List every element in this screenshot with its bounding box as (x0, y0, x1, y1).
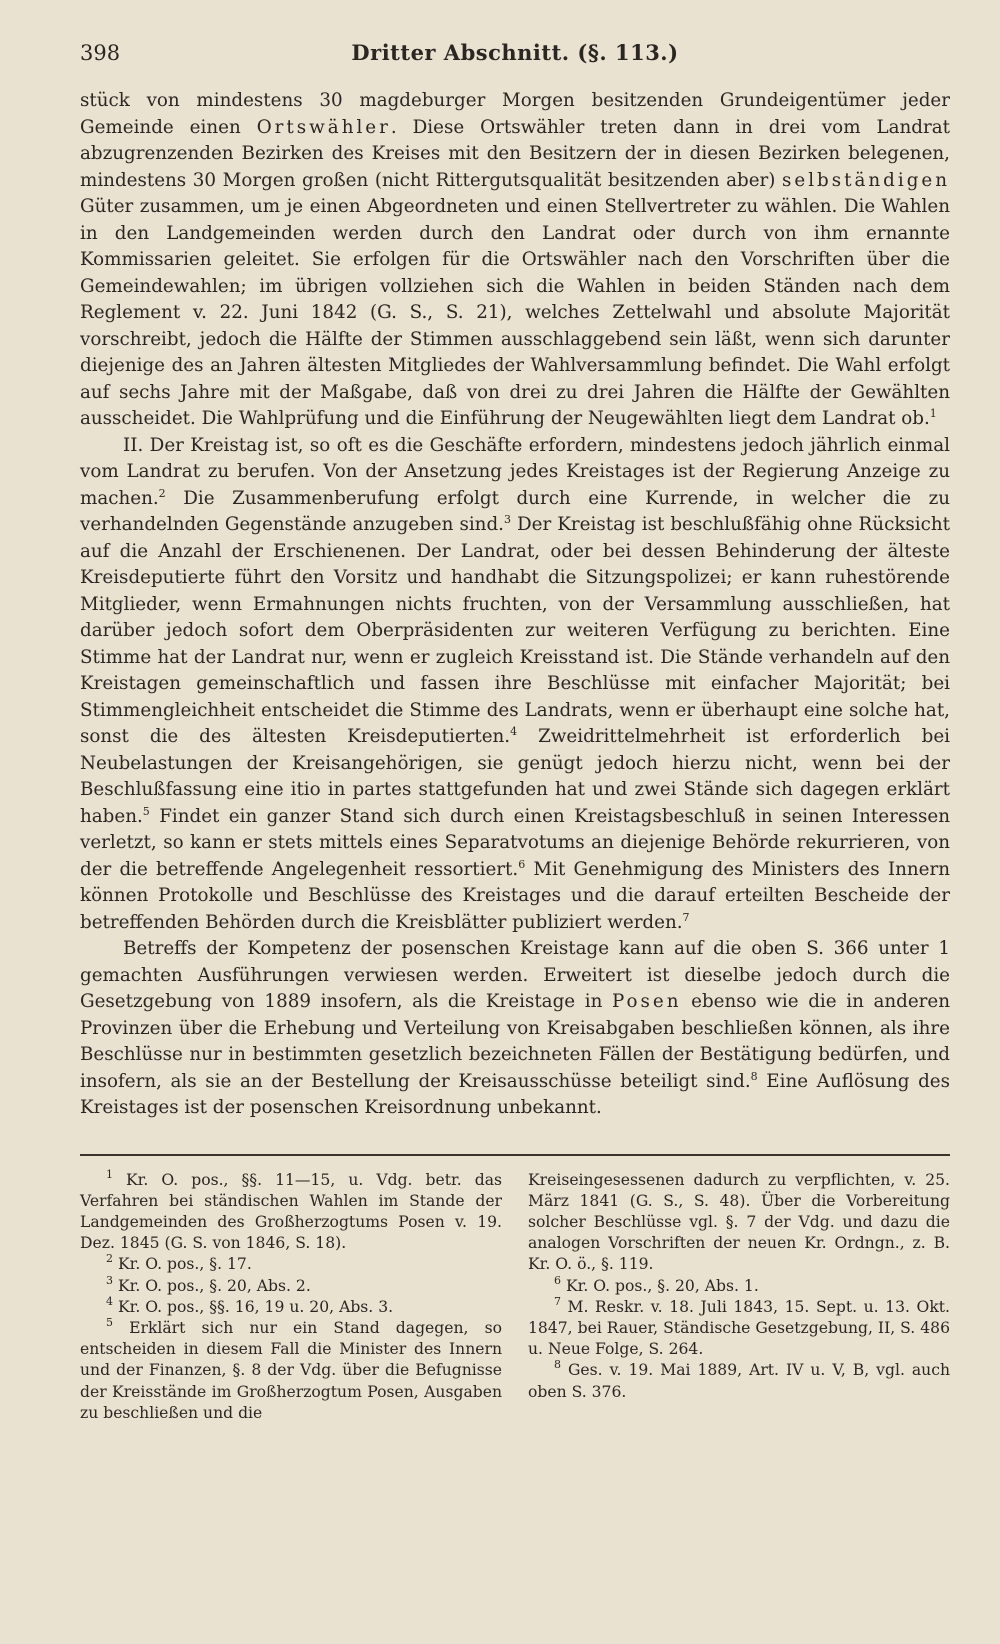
footnote-reference: 3 (503, 513, 511, 526)
footnote (80, 1315, 502, 1424)
footnote-reference: 4 (106, 1294, 113, 1308)
page-header (80, 40, 950, 80)
paragraph (80, 88, 950, 433)
footnote (80, 1273, 502, 1297)
footnote-reference: 7 (554, 1294, 561, 1308)
spaced-emphasis: Posen (611, 991, 682, 1012)
footnote-divider (80, 1154, 950, 1156)
paragraph (80, 433, 950, 937)
text-run: Mit Genehmigung des Ministers des Innern können Protokolle und Beschlüsse des Kreistages und die darauf erteilten Bescheide der betreffenden Behörden durch die Kreisblätter publiziert werden. (80, 858, 950, 933)
text-run: Kr. O. pos., §. 17. (113, 1255, 252, 1274)
footnote (528, 1273, 950, 1297)
footnotes-right-column (528, 1170, 950, 1424)
footnote (528, 1170, 950, 1276)
footnotes-left-column (80, 1167, 502, 1424)
text-run: Erklärt sich nur ein Stand dagegen, so entscheiden in diesem Fall die Minister des Innern und der Finanzen, §. 8 der Vdg. über die Befugnisse der Kreisstände im Großherzogtum Posen, Ausgaben zu beschließen und die (80, 1318, 502, 1422)
footnote (528, 1360, 950, 1402)
text-run: . Diese Ortswähler treten dann in drei vom Landrat abzugrenzenden Bezirken des Kreises mit den Besitzern der in diesen Bezirken belegenen, mindestens 30 Morgen großen (nicht Rittergutsqualität besitzenden aber) (80, 116, 950, 191)
footnote (80, 1254, 502, 1275)
footnote-reference: 6 (554, 1273, 561, 1287)
text-run: Kr. O. pos., §. 20, Abs. 2. (113, 1276, 311, 1295)
text-run: stück von mindestens 30 magdeburger Morgen besitzenden Grundeigentümer jeder Gemeinde einen (80, 90, 950, 138)
text-run: Eine Auflösung des Kreistages ist der posenschen Kreisordnung unbekannt. (80, 1070, 950, 1118)
paragraph (80, 936, 950, 1122)
main-text (80, 88, 950, 1122)
text-run: Zweidrittelmehrheit ist erforderlich bei Neubelastungen der Kreisangehörigen, sie genügt jedoch hierzu nicht, wenn bei der Beschlußfassung eine itio in partes stattgefunden hat und zwei Stände sich dagegen erklärt haben. (80, 726, 950, 827)
text-run: ebenso wie die in anderen Provinzen über die Erhebung und Verteilung von Kreisabgaben beschließen können, als ihre Beschlüsse nur in bestimmten gesetzlich bezeichneten Fällen der Bestätigung bedürfen, und insofern, als sie an der Bestellung der Kreisausschüsse beteiligt sind. (80, 991, 950, 1092)
footnote-reference: 7 (682, 910, 690, 924)
footnote-reference: 8 (750, 1069, 758, 1083)
text-run: Findet ein ganzer Stand sich durch einen Kreistagsbeschluß in seinen Interessen verletzt, so kann er stets mittels eines Separatvotums an diejenige Behörde rekurrieren, von der die betreffende Angelegenheit ressortiert. (80, 805, 950, 880)
text-run: Ges. v. 19. Mai 1889, Art. IV u. V, B, vgl. auch oben S. 376. (528, 1361, 950, 1401)
text-run: Kr. O. pos., §. 20, Abs. 1. (561, 1276, 759, 1295)
text-run: Kr. O. pos., §§. 16, 19 u. 20, Abs. 3. (113, 1297, 394, 1316)
text-run: Kr. O. pos., §§. 11—15, u. Vdg. betr. das Verfahren bei ständischen Wahlen im Stande der Landgemeinden des Großherzogtums Posen v. 19. Dez. 1845 (G. S. von 1846, S. 18). (80, 1170, 502, 1253)
footnote-reference: 8 (554, 1358, 561, 1372)
text-run: Kreiseingesessenen dadurch zu verpflichten, v. 25. März 1841 (G. S., S. 48). Über die Vorbereitung solcher Beschlüsse vgl. §. 7 der Vdg. und dazu die analogen Vorschriften der neuen Kr. Ordngn., z. B. Kr. O. ö., §. 119. (528, 1170, 950, 1274)
text-run: Die Zusammenberufung erfolgt durch eine Kurrende, in welcher die zu verhandelnden Gegenstände anzugeben sind. (80, 487, 950, 535)
footnote (80, 1167, 502, 1255)
text-run: Der Kreistag ist beschlußfähig ohne Rücksicht auf die Anzahl der Erschienenen. Der Landrat, oder bei dessen Behinderung der älteste Kreisdeputierte führt den Vorsitz und handhabt die Sitzungspolizei; er kann ruhestörende Mitglieder, wenn Ermahnungen nichts fruchten, von der Versammlung ausschließen, hat darüber jedoch sofort dem Oberpräsidenten zur weiteren Verfügung zu berichten. Eine Stimme hat der Landrat nur, wenn er zugleich Kreisstand ist. Die Stände verhandeln auf den Kreistagen gemeinschaftlich und fassen ihre Beschlüsse mit einfacher Majorität; bei Stimmengleichheit entscheidet die Stimme des Landrats, wenn er überhaupt eine solche hat, sonst die des ältesten Kreisdeputierten. (80, 514, 950, 747)
footnote-reference: 6 (518, 857, 526, 871)
footnote-reference: 4 (510, 725, 518, 738)
text-run: Betreffs der Kompetenz der posenschen Kreistage kann auf die oben S. 366 unter 1 gemachten Ausführungen verwiesen werden. Erweitert ist dieselbe jedoch durch die Gesetzgebung von 1889 insofern, als die Kreistage in (80, 938, 950, 1012)
footnote-reference: 5 (106, 1315, 113, 1329)
footnotes (80, 1167, 950, 1424)
text-run: M. Reskr. v. 18. Juli 1843, 15. Sept. u. 13. Okt. 1847, bei Rauer, Ständische Gesetzgebung, II, S. 486 u. Neue Folge, S. 264. (528, 1297, 950, 1359)
footnote (80, 1294, 502, 1318)
footnote-reference: 1 (106, 1167, 113, 1181)
text-run: Güter zusammen, um je einen Abgeordneten und einen Stellvertreter zu wählen. Die Wahlen in den Landgemeinden werden durch den Landrat oder durch von ihm ernannte Kommissarien geleitet. Sie erfolgen für die Ortswähler nach den Vorschriften über die Gemeindewahlen; im übrigen vollziehen sich die Wahlen in beiden Ständen nach dem Reglement v. 22. Juni 1842 (G. S., S. 21), welches Zettelwahl und absolute Majorität vorschreibt, jedoch die Hälfte der Stimmen ausschlaggebend sein läßt, wenn sich darunter diejenige des an Jahren ältesten Mitgliedes der Wahlversammlung befindet. Die Wahl erfolgt auf sechs Jahre mit der Maßgabe, daß von drei zu drei Jahren die Hälfte der Gewählten ausscheidet. Die Wahlprüfung und die Einführung der Neugewählten liegt dem Landrat ob. (80, 196, 950, 429)
footnote (528, 1294, 950, 1361)
footnote-reference: 1 (929, 407, 937, 420)
footnote-reference: 5 (142, 804, 150, 818)
spaced-emphasis: Ortswähler (256, 116, 391, 138)
footnote-reference: 2 (106, 1252, 113, 1266)
footnote-reference: 3 (106, 1273, 113, 1287)
text-run: II. Der Kreistag ist, so oft es die Geschäfte erfordern, mindestens jedoch jährlich einmal vom Landrat zu berufen. Von der Ansetzung jedes Kreistages ist der Regierung Anzeige zu machen. (80, 434, 950, 509)
footnote-reference: 2 (158, 486, 166, 500)
spaced-emphasis: selbständigen (782, 169, 950, 191)
page-number: 398 (80, 41, 121, 65)
running-head: Dritter Abschnitt. (§. 113.) (351, 40, 679, 65)
